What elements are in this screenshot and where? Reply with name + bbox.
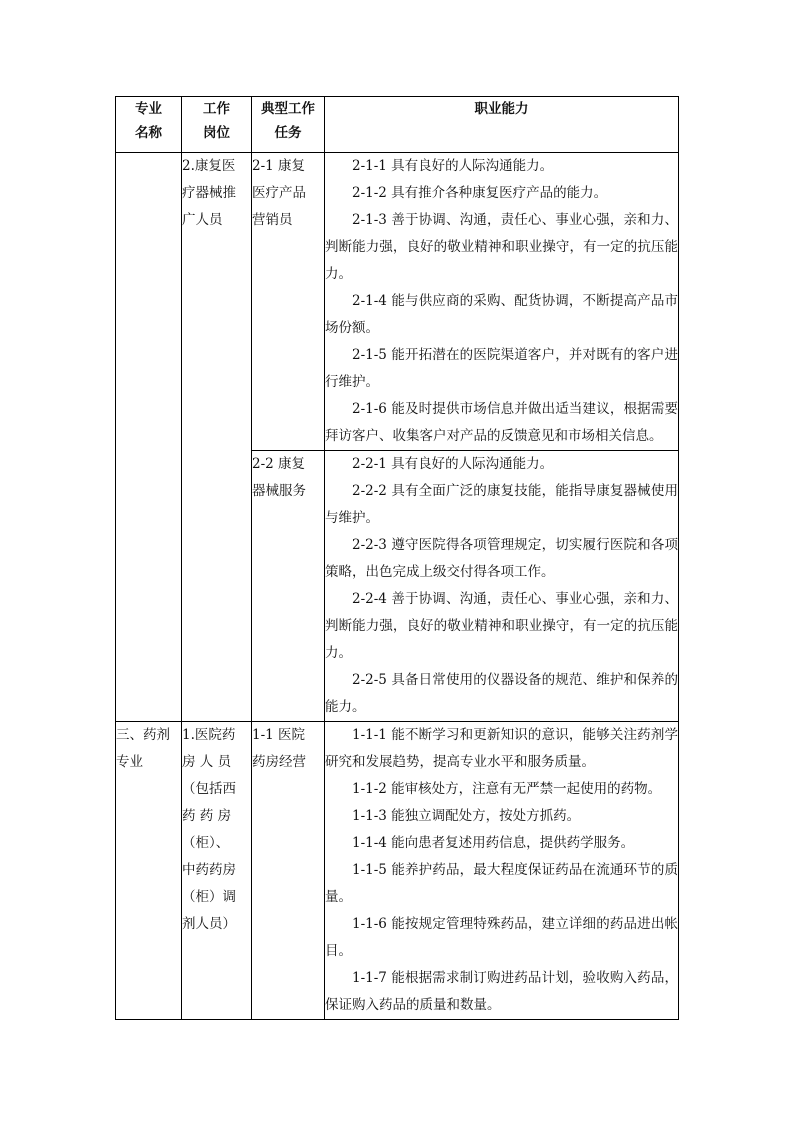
header-competency (325, 97, 679, 153)
header-task (252, 97, 325, 153)
competency-item: 2-1-6 能及时提供市场信息并做出适当建议，根据需要拜访客户、收集客户对产品的反馈意见和市场相关信息。 (325, 401, 678, 444)
competency-item: 2-1-4 能与供应商的采购、配货协调，不断提高产品市场份额。 (325, 293, 678, 336)
table-row (116, 153, 679, 451)
competency-item: 2-1-1 具有良好的人际沟通能力。 (352, 158, 554, 174)
header-post-line: 工作 (203, 101, 230, 117)
competency-item: 2-2-1 具有良好的人际沟通能力。 (352, 456, 554, 472)
post-line: 广人员 (182, 212, 223, 228)
competency-item: 1-1-7 能根据需求制订购进药品计划，验收购入药品，保证购入药品的质量和数量。 (325, 970, 678, 1013)
competency-item: 1-1-1 能不断学习和更新知识的意识，能够关注药剂学研究和发展趋势，提高专业水平和服务质量。 (325, 727, 678, 770)
post-line: 剂人员） (182, 916, 236, 932)
major-cell (116, 722, 182, 1020)
post-cell (182, 722, 252, 1020)
competency-item: 1-1-6 能按规定管理特殊药品，建立详细的药品进出帐目。 (325, 916, 678, 959)
header-post (182, 97, 252, 153)
competency-item: 1-1-4 能向患者复述用药信息，提供药学服务。 (352, 835, 635, 851)
competency-item: 2-2-4 善于协调、沟通，责任心、事业心强，亲和力、判断能力强，良好的敬业精神和职业操守，有一定的抗压能力。 (325, 591, 678, 661)
competency-item: 1-1-5 能养护药品，最大程度保证药品在流通环节的质量。 (325, 862, 678, 905)
task-cell (252, 153, 325, 451)
task-line: 药房经营 (252, 754, 306, 770)
competency-item: 1-1-2 能审核处方，注意有无严禁一起使用的药物。 (352, 781, 662, 797)
major-cell (116, 153, 182, 722)
task-line: 医疗产品 (252, 185, 306, 201)
post-line: （柜）调 (182, 889, 236, 905)
competency-item: 2-2-2 具有全面广泛的康复技能，能指导康复器械使用与维护。 (325, 483, 678, 526)
post-line: 疗器械推 (182, 185, 236, 201)
competency-table (115, 96, 679, 1020)
post-line: 1.医院药 (182, 727, 236, 743)
header-task-line: 典型工作 (261, 101, 315, 117)
header-competency-label: 职业能力 (474, 101, 529, 117)
competency-item: 2-1-2 具有推介各种康复医疗产品的能力。 (352, 185, 608, 201)
task-cell (252, 722, 325, 1020)
post-line: 2.康复医 (182, 158, 236, 174)
header-major-line: 专业 (135, 101, 162, 117)
post-line: （柜）、 (182, 835, 230, 851)
task-line: 器械服务 (252, 483, 306, 499)
competency-cell (325, 451, 679, 722)
competency-item: 2-1-5 能开拓潜在的医院渠道客户，并对既有的客户进行维护。 (325, 347, 678, 390)
major-line: 三、药剂 (116, 727, 170, 743)
post-line: （包括西 (182, 781, 236, 797)
task-line: 2-2 康复 (252, 456, 306, 472)
header-row (116, 97, 679, 153)
competency-item: 2-2-5 具备日常使用的仪器设备的规范、维护和保养的能力。 (325, 672, 678, 715)
task-line: 营销员 (252, 212, 293, 228)
header-major-line: 名称 (135, 125, 162, 141)
header-major (116, 97, 182, 153)
competency-cell (325, 153, 679, 451)
post-line: 房 人 员 (182, 754, 232, 770)
header-task-line: 任务 (274, 125, 302, 141)
header-post-line: 岗位 (203, 125, 230, 141)
task-cell (252, 451, 325, 722)
table-row (116, 722, 679, 1020)
task-line: 1-1 医院 (252, 727, 306, 743)
competency-item: 2-1-3 善于协调、沟通，责任心、事业心强，亲和力、判断能力强，良好的敬业精神和职业操守，有一定的抗压能力。 (325, 212, 678, 282)
post-line: 药 药 房 (182, 808, 232, 824)
major-line: 专业 (116, 754, 143, 770)
competency-cell (325, 722, 679, 1020)
post-cell (182, 153, 252, 722)
competency-item: 2-2-3 遵守医院得各项管理规定，切实履行医院和各项策略，出色完成上级交付得各项工作。 (325, 537, 678, 580)
task-line: 2-1 康复 (252, 158, 306, 174)
competency-item: 1-1-3 能独立调配处方，按处方抓药。 (352, 808, 581, 824)
post-line: 中药药房 (182, 862, 236, 878)
